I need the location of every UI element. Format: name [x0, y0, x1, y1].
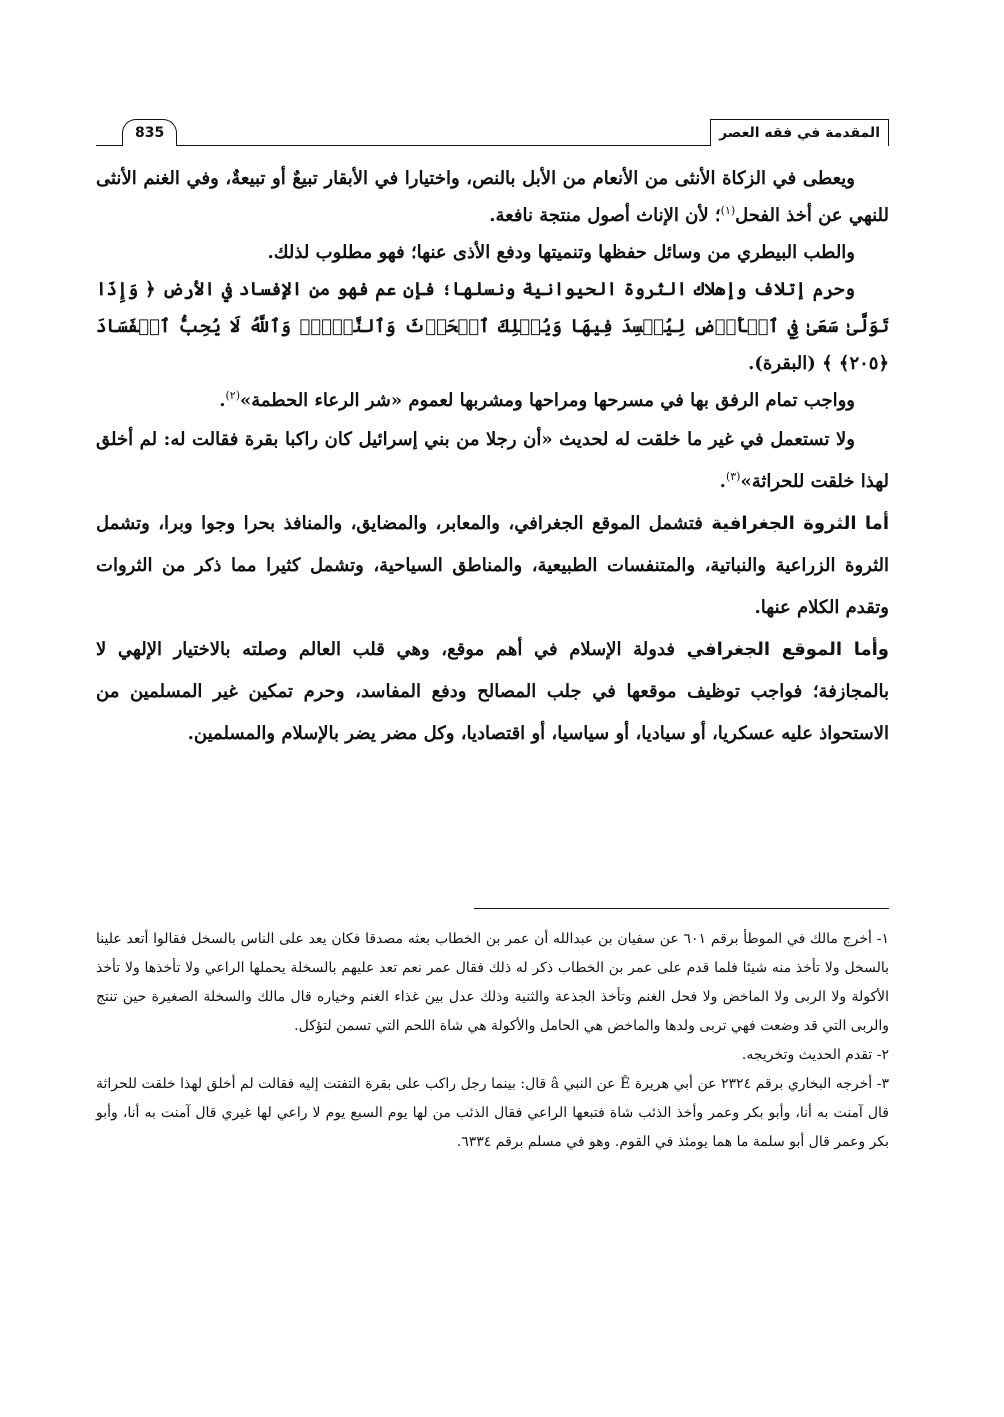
- footnote-2-text: تقدم الحديث وتخريجه.: [741, 1047, 873, 1063]
- paragraph-2: [96, 234, 889, 271]
- paragraph-4-tail: .: [219, 390, 226, 411]
- footnote-3-text: أخرجه البخاري برقم ٢٣٢٤ عن أبي هريرة Ê عن النبي â قال: بينما رجل راكب على بقرة التفتت إليه فقالت لم أخلق لهذا خلقت للحراثة قال آمنت به أنا، وأبو بكر وعمر وأخذ الذئب شاة فتبعها الراعي فقال الذئب من لها يوم السبع يوم لا راعي لها غيري قال آمنت به أنا، وأبو بكر وعمر قال أبو سلمة ما هما يومئذ في القوم. وهو في مسلم برقم ٦٣٣٤.: [96, 1076, 889, 1150]
- footnote-ref-3[interactable]: (٣): [725, 470, 741, 483]
- page-header: [96, 118, 889, 148]
- footnotes: [96, 925, 889, 1157]
- paragraph-6: [96, 503, 889, 629]
- paragraph-4: [96, 382, 889, 419]
- paragraph-5-text: ولا تستعمل في غير ما خلقت له لحديث «أن رجلا من بني إسرائيل كان راكبا بقرة فقالت له: لم أخلق لهذا خلقت للحراثة»: [96, 429, 889, 492]
- term-geographic-wealth: أما الثروة الجغرافية: [711, 513, 889, 534]
- paragraph-4-text: وواجب تمام الرفق بها في مسرحها ومراحها ومشربها لعموم «شر الرعاء الحطمة»: [240, 390, 855, 411]
- paragraph-7-text: فدولة الإسلام في أهم موقع، وهي قلب العالم وصلته بالاختيار الإلهي لا بالمجازفة؛ فواجب توظيف موقعها في جلب المصالح ودفع المفاسد، وحرم تمكين غير المسلمين من الاستحواذ عليه عسكريا، أو سياديا، أو سياسيا، أو اقتصاديا، وكل مضر يضر بالإسلام والمسلمين.: [96, 639, 889, 744]
- paragraph-7: [96, 629, 889, 755]
- footnote-separator: [474, 908, 889, 909]
- footnote-1-text: أخرج مالك في الموطأ برقم ٦٠١ عن سفيان بن عبدالله أن عمر بن الخطاب بعثه مصدقا فكان يعد على الناس بالسخل فقالوا أتعد علينا بالسخل ولا تأخذ منه شيئا فلما قدم على عمر بن الخطاب ذكر له ذلك فقال عمر نعم تعد عليهم بالسخلة يحملها الراعي ولا تأخذها ولا تأخذ الأكولة ولا الربى ولا الماخض ولا فحل الغنم وتأخذ الجذعة والثنية وذلك عدل بين غذاء الغنم وخياره قال مالك والسخلة الصغيرة حين تنتج والربى التي قد وضعت فهي تربى ولدها والماخض هي الحامل والأكولة هي شاة اللحم التي تسمن لتؤكل.: [96, 931, 889, 1034]
- book-title: المقدمة في فقه العصر: [710, 119, 889, 146]
- paragraph-2-text: والطب البيطري من وسائل حفظها وتنميتها ودفع الأذى عنها؛ فهو مطلوب لذلك.: [267, 242, 855, 263]
- footnote-1: [96, 925, 889, 1041]
- page-number: 835: [122, 119, 177, 146]
- paragraph-5-tail: .: [719, 471, 726, 492]
- footnote-3-number: ٣-: [876, 1076, 889, 1092]
- footnote-1-number: ١-: [876, 931, 889, 947]
- paragraph-1-text: ويعطى في الزكاة الأنثى من الأنعام من الأبل بالنص، واختيارا في الأبقار تبيعٌ أو تبيعةٌ، وفي الغنم الأنثى للنهي عن أخذ الفحل: [96, 168, 889, 226]
- paragraph-5: [96, 419, 889, 503]
- main-text: [96, 160, 889, 755]
- footnote-2-number: ٢-: [876, 1047, 889, 1063]
- paragraph-1: [96, 160, 889, 234]
- paragraph-6-text: فتشمل الموقع الجغرافي، والمعابر، والمضايق، والمنافذ بحرا وجوا وبرا، وتشمل الثروة الزراعية والنباتية، والمتنفسات الطبيعية، والمناطق السياحية، وتشمل كثيرا مما ذكر من الثروات وتقدم الكلام عنها.: [96, 513, 889, 618]
- paragraph-1-tail: ؛ لأن الإناث أصول منتجة نافعة.: [489, 205, 721, 226]
- footnote-ref-2[interactable]: (٢): [225, 389, 240, 402]
- term-geographic-location: وأما الموقع الجغرافي: [686, 639, 889, 660]
- paragraph-3-text: وحرم إتلاف وإهلاك الثروة الحيوانية ونسلها؛ فإن عم فهو من الإفساد في الأرض ﴿ وَإِذَا تَوَلَّىٰ سَعَىٰ فِي ٱلۡأَرۡضِ لِيُفۡسِدَ فِيهَا وَيُهۡلِكَ ٱلۡحَرۡثَ وَٱلنَّسۡلَۚ وَٱللَّهُ لَا يُحِبُّ ٱلۡفَسَادَ ﴿٢٠٥﴾ ﴾ (البقرة).: [96, 279, 889, 374]
- paragraph-3: [96, 271, 889, 382]
- footnote-ref-1[interactable]: (١): [720, 204, 736, 217]
- footnote-2: [96, 1041, 889, 1070]
- footnote-3: [96, 1070, 889, 1157]
